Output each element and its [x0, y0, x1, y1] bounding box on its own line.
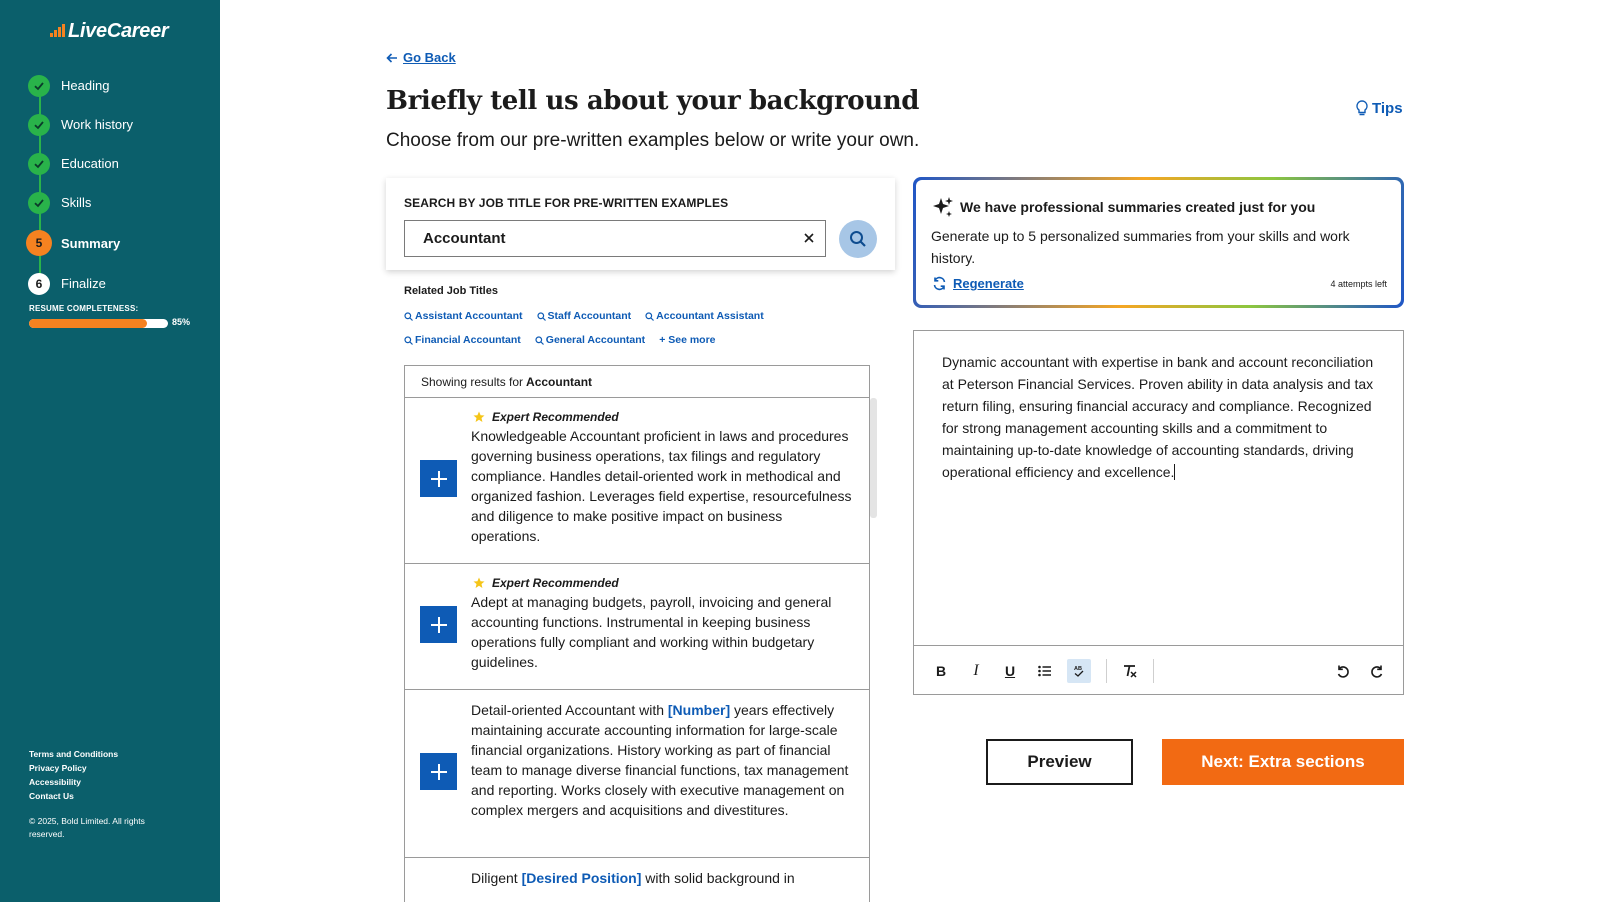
example-card[interactable]	[405, 858, 869, 902]
step-heading[interactable]	[28, 66, 133, 105]
copyright: © 2025, Bold Limited. All rights reserved.	[29, 816, 145, 839]
sidebar	[0, 0, 220, 902]
completeness-label: RESUME COMPLETENESS:	[29, 304, 139, 313]
search-icon	[535, 336, 544, 345]
text-caret	[1174, 464, 1175, 480]
resume-completeness	[29, 304, 191, 328]
spellcheck-icon[interactable]	[1067, 659, 1091, 683]
job-title-search-input[interactable]	[404, 220, 826, 257]
completeness-fill	[29, 319, 147, 328]
related-job-titles-heading: Related Job Titles	[404, 285, 498, 297]
sparkle-icon	[932, 196, 954, 218]
ai-summary-panel	[913, 177, 1404, 308]
completeness-bar	[29, 319, 168, 328]
regenerate-button[interactable]: Regenerate	[932, 276, 1024, 291]
logo-mark-icon	[50, 23, 66, 37]
next-button[interactable]: Next: Extra sections	[1162, 739, 1404, 785]
search-value: Accountant	[423, 230, 506, 247]
expert-recommended-badge: Expert Recommended	[473, 408, 853, 426]
step-list	[28, 66, 133, 303]
search-icon	[645, 312, 654, 321]
star-icon	[473, 411, 485, 423]
add-example-button[interactable]	[420, 460, 457, 497]
star-icon	[473, 577, 485, 589]
step-label: Skills	[61, 195, 92, 210]
related-title-link[interactable]: Assistant Accountant	[404, 310, 523, 322]
page-title: Briefly tell us about your background	[386, 86, 919, 116]
tips-button[interactable]	[1356, 100, 1403, 117]
example-text: Knowledgeable Accountant proficient in laws and procedures governing business operations, tax filings and regulatory compliance. Handles detail-oriented work in methodical and organized fashion. Leverages field expertise, resourcefulness and diligence to make positive impact on business operations.	[471, 428, 852, 544]
step-label: Summary	[61, 235, 121, 251]
check-icon	[28, 75, 50, 97]
results-list	[404, 365, 870, 902]
check-icon	[28, 114, 50, 136]
summary-editor[interactable]	[913, 330, 1404, 695]
see-more-link[interactable]: + See more	[659, 334, 716, 346]
search-icon	[404, 336, 413, 345]
step-label: Education	[61, 156, 119, 171]
livecareer-logo[interactable]: LiveCareer	[50, 20, 168, 43]
check-icon	[28, 153, 50, 175]
expert-recommended-badge: Expert Recommended	[473, 574, 853, 592]
step-number: 5	[26, 230, 52, 256]
example-card[interactable]	[405, 398, 869, 564]
contact-link[interactable]: Contact Us	[29, 791, 74, 801]
step-work-history[interactable]	[28, 105, 133, 144]
go-back-link[interactable]	[386, 50, 456, 65]
example-text: Detail-oriented Accountant with [Number] years effectively maintaining accurate accounting information for large-scale financial organizations. History working as part of financial team to manage diverse financial functions, tax management and reporting. Works closely with executive management on complex mergers and acquisitions and divestitures.	[471, 702, 849, 818]
add-example-button[interactable]	[420, 753, 457, 790]
search-icon	[537, 312, 546, 321]
arrow-left-icon	[386, 53, 398, 63]
step-label: Finalize	[61, 276, 106, 291]
privacy-link[interactable]: Privacy Policy	[29, 763, 87, 773]
placeholder-token: [Number]	[667, 702, 731, 718]
step-label: Heading	[61, 78, 110, 93]
redo-icon[interactable]	[1365, 659, 1389, 683]
plus-icon	[430, 616, 448, 634]
search-icon	[404, 312, 413, 321]
related-job-titles	[404, 310, 874, 346]
step-finalize[interactable]	[28, 264, 133, 303]
lightbulb-icon	[1356, 100, 1368, 117]
search-panel	[386, 178, 895, 270]
clear-format-icon[interactable]	[1118, 659, 1142, 683]
attempts-left: 4 attempts left	[1330, 279, 1387, 289]
example-text: Adept at managing budgets, payroll, invoicing and general accounting functions. Instrumental in keeping business operations fully compliant and working within budgetary guidelines.	[471, 594, 832, 670]
results-scrollbar[interactable]	[870, 398, 877, 518]
plus-icon	[430, 763, 448, 781]
results-header: Showing results for Accountant	[405, 366, 869, 398]
placeholder-token: [Desired Position]	[521, 870, 642, 886]
undo-icon[interactable]	[1330, 659, 1354, 683]
related-title-link[interactable]: Accountant Assistant	[645, 310, 764, 322]
add-example-button[interactable]	[420, 606, 457, 643]
ai-panel-title: We have professional summaries created just for you	[932, 196, 1315, 218]
bullet-list-icon[interactable]	[1033, 659, 1057, 683]
bold-icon[interactable]: B	[935, 663, 947, 679]
go-back-label: Go Back	[403, 50, 456, 65]
plus-icon	[430, 470, 448, 488]
example-card[interactable]	[405, 564, 869, 690]
check-icon	[28, 192, 50, 214]
preview-button[interactable]: Preview	[986, 739, 1133, 785]
svg-text:AB: AB	[1074, 666, 1082, 672]
example-text: Diligent [Desired Position] with solid background in	[471, 870, 795, 886]
footer-links	[29, 747, 118, 803]
step-number: 6	[28, 273, 50, 295]
underline-icon[interactable]: U	[1004, 663, 1016, 679]
step-education[interactable]	[28, 144, 133, 183]
completeness-percent: 85%	[172, 317, 191, 327]
step-summary[interactable]	[28, 222, 133, 264]
ai-panel-description: Generate up to 5 personalized summaries from your skills and work history.	[931, 228, 1350, 266]
terms-link[interactable]: Terms and Conditions	[29, 749, 119, 759]
search-label: SEARCH BY JOB TITLE FOR PRE-WRITTEN EXAMPLES	[404, 196, 729, 210]
tips-label: Tips	[1372, 100, 1403, 117]
summary-text[interactable]: Dynamic accountant with expertise in bank and account reconciliation at Peterson Financial Services. Proven ability in data analysis and tax return filing, ensuring financial accuracy and compliance. Recognized for strong management accounting skills and a commitment to maintaining up-to-date knowledge of accounting standards, driving operational efficiency and excellence.	[942, 354, 1374, 480]
example-card[interactable]	[405, 690, 869, 858]
related-title-link[interactable]: Staff Accountant	[537, 310, 632, 322]
step-label: Work history	[61, 117, 133, 132]
related-title-link[interactable]: Financial Accountant	[404, 334, 521, 346]
editor-toolbar	[914, 645, 1403, 695]
search-button[interactable]	[839, 220, 877, 258]
clear-icon[interactable]	[803, 231, 815, 248]
search-icon	[849, 230, 867, 248]
step-skills[interactable]	[28, 183, 133, 222]
related-title-link[interactable]: General Accountant	[535, 334, 645, 346]
page-subtitle: Choose from our pre-written examples below or write your own.	[386, 130, 920, 151]
refresh-icon	[932, 276, 947, 291]
italic-icon[interactable]: I	[973, 662, 979, 679]
accessibility-link[interactable]: Accessibility	[29, 777, 81, 787]
